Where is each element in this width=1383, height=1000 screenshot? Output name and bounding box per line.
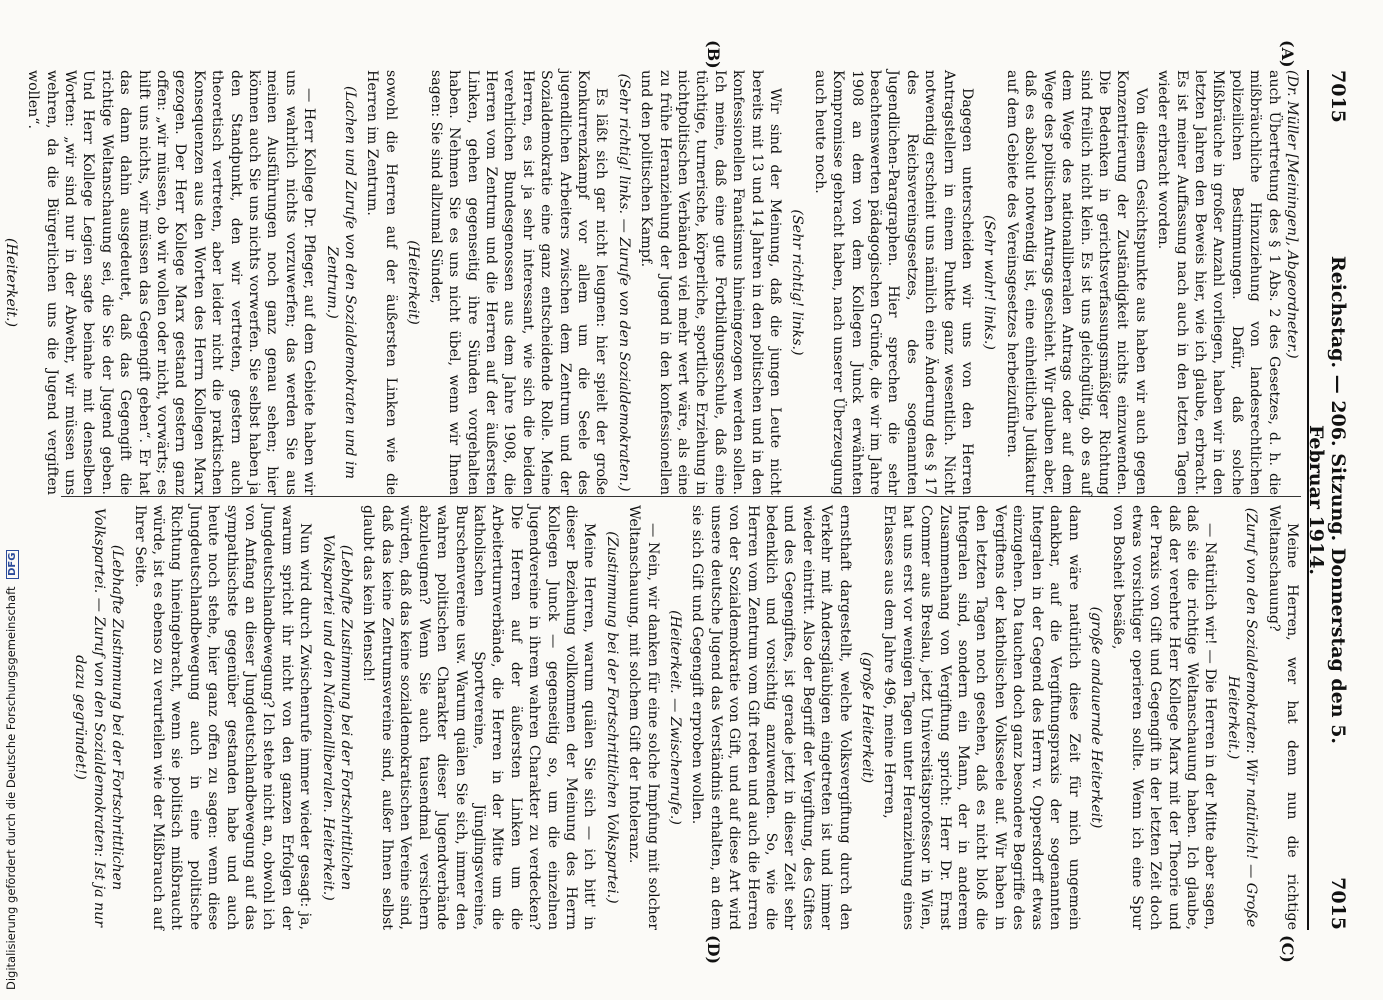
paragraph: ernsthaft dargestellt, welche Volksvergiftung durch den Verkehr mit Andersgläubigen eingetreten ist und immer wieder eintritt. Also der Begriff der Vergiftung, des Giftes und des Gegengiftes, ist gerade jetzt in dieser Zeit sehr bedenklich und vorsichtig anzuwenden. So, wie die Herren vom Zentrum vom Gift reden und auch die Herren von der Sozialdemokratie von Gift, und auf diese Art wird unsere deutsche Jugend das Verständnis erhalten, an dem sie sich Gift und Gegengift erproben wollen. (689, 505, 853, 930)
paragraph: Es läßt sich gar nicht leugnen: hier spielt der große Konkurrenzkampf vor allem um die Seele des jugendlichen Arbeiters zwischen dem Zentrum und der Sozialdemokratie eine ganz entscheidende Rolle. Meine Herren, es ist ja sehr interessant, wie sich die beiden verehrlichen Bundesgenossen aus dem Jahre 1908, die Herren vom Zentrum und die Herren auf der äußersten Linken, gehen gegenseitig ihre Sünden vorgehalten haben. Nehmen Sie es uns nicht übel, wenn wir Ihnen sagen: Sie sind allzumal Sünder, (427, 70, 610, 495)
interjection: (Lebhafte Zustimmung bei der Fortschrittlichen Volkspartei. — Zuruf von den Sozialdemokraten: Ist ja nur dazu gegründet!) (72, 507, 126, 928)
running-title: Reichstag. — 206. Sitzung. Donnerstag den 5. Februar 1914. (1305, 255, 1349, 745)
interjection: (Zustimmung bei der Fortschrittlichen Volkspartei.) (603, 531, 620, 904)
interjection: (Sehr richtig! links. — Zurufe von den Sozialdemokraten.) (615, 73, 632, 492)
interjection: (Heiterkeit.) (2, 238, 19, 327)
margin-mark-d: (D) (704, 935, 723, 965)
paragraph: — Natürlich wir! — Die Herren in der Mitte aber sagen, daß sie die richtige Weltanschauung haben. Ich glaube, daß der verehrte Herr Kollege Marx mit der Theorie und der Praxis von Gift und Gegengift in der letzten Zeit doch etwas vorsichtiger operieren sollte. Wenn ich eine Spur von Bosheit besäße, (1110, 505, 1219, 930)
right-column (61, 505, 1301, 930)
interjection: (große andauernde Heiterkeit) (1087, 606, 1104, 829)
interjection: (große Heiterkeit) (859, 651, 876, 784)
left-column (2, 70, 1301, 495)
digitization-credit (4, 300, 22, 990)
margin-mark-a: (A) (1278, 40, 1297, 68)
paragraph: Dagegen unterscheiden wir uns von den Herren Antragstellern in einem Punkte ganz wesentlich. Nicht notwendig erscheint uns nämlich eine Änderung des § 17 des Reichsvereinsgesetzes, des sogenannten Jugendlichen-Paragraphen. Hier sprechen die sehr beachtenswerten pädagogischen Gründe, die wir im Jahre 1908 an dem von dem Kollegen Junck erwähnten Kompromisse gebracht haben, nach unserer Überzeugung auch heute noch. (811, 70, 976, 495)
interjection: (Zuruf von den Sozialdemokraten: Wir natürlich! — Große Heiterkeit.) (1224, 507, 1260, 928)
paragraph: Wir sind der Meinung, daß die jungen Leute nicht bereits mit 13 und 14 Jahren in den politischen und in den konfessionellen Fanatismus hineingezogen werden sollen. Ich meine, daß eine gute Fortbildungsschule, daß eine tüchtige, turnerische, körperliche, sportliche Erziehung in nichtpolitischen Verbänden viel mehr wert wäre, als eine zu frühe Heranziehung der Jugend in den konfessionellen und den politischen Kampf. (638, 70, 784, 495)
page-number-right: 7015 (1327, 877, 1349, 930)
header-rule (1307, 70, 1309, 930)
interjection: (Lachen und Zurufe von den Sozialdemokraten und im Zentrum.) (323, 86, 359, 479)
interjection: (Sehr richtig! links.) (789, 209, 806, 356)
interjection: (Heiterkeit) (405, 240, 422, 325)
paragraph: Meine Herren, wer hat denn nun die richtige Weltanschauung? (1265, 505, 1300, 930)
margin-mark-c: (C) (1278, 935, 1297, 963)
credit-text: Digitalisierung gefördert durch die Deutsche Forschungsgemeinschaft (4, 586, 18, 990)
paragraph: Von diesem Gesichtspunkte aus haben wir auch gegen Konzentrierung der Zuständigkeit nichts einzuwenden. Die Bedenken in gerichtsverfassungsmäßiger Richtung sind freilich nicht klein. Es ist uns gleichgültig, ob es auf dem Wege des nationalliberalen Antrags oder auf dem Wege des politischen Antrags geschieht. Wir glauben aber, daß es absolut notwendig ist, eine einheitliche Judikatur auf dem Gebiete des Vereinsgesetzes herbeizuführen. (1003, 70, 1149, 495)
interjection: (Heiterkeit. — Zwischenrufe.) (667, 610, 683, 825)
speaker-line: (Dr. Müller [Meiningen], Abgeordneter.) (1284, 70, 1300, 359)
paragraph: sowohl die Herren auf der äußersten Linken wie die Herren im Zentrum. (364, 70, 399, 495)
page-header (1305, 70, 1359, 930)
margin-mark-b: (B) (704, 40, 723, 69)
column-divider (61, 496, 1301, 497)
paragraph: Meine Herren, warum quälen Sie sich — ich bitt' in dieser Beziehung vollkommen der Meinung des Herrn Kollegen Junck — gegenseitig so, um die einzelnen Jugendvereine in ihrem wahren Charakter zu verdecken? Die Herren auf der äußersten Linken um die Arbeiterturnverbände, die Herren in der Mitte um die katholischen Sportvereine, Jünglingsvereine, Burschenvereine usw. Warum quälen Sie sich, immer den wahren politischen Charakter dieser Jugendverbände abzuleugnen? Wenn Sie auch tausendmal versichern würden, daß das keine sozialdemokratischen Vereine sind, daß das keine Zentrumsvereine sind, außer Ihnen selbst glaubt das kein Mensch! (360, 505, 598, 930)
paragraph: — Nein, wir danken für eine solche Impfung mit solcher Weltanschauung, mit solchem Gift der Intoleranz. (626, 505, 661, 930)
interjection: (Sehr wahr! links.) (981, 215, 998, 350)
dfg-logo: DFG (6, 550, 19, 579)
paragraph: auch Übertretung des § 1 Abs. 2 des Gesetzes, d. h. die mißbräuchliche Hinzuziehung von landesrechtlichen polizeilichen Bestimmungen. Dafür, daß solche Mißbräuche in großer Anzahl vorliegen, haben wir in den letzten Jahren den Beweis hier, wie ich glaube, erbracht. Es ist meiner Auffassung nach auch in den letzten Tagen wieder erbracht worden. (1155, 70, 1282, 495)
paragraph: Nun wird durch Zwischenrufe immer wieder gesagt: ja, warum spricht ihr nicht von den ganzen Erfolgen der Jungdeutschlandbewegung? Ich stehe nicht an, obwohl ich von Anfang an dieser Jungdeutschlandbewegung auf das sympathischste gegenüber gestanden habe und auch heute noch stehe, hier ganz offen zu sagen: wenn diese Jungdeutschlandbewegung auch in eine politische Richtung hineingebracht, wenn sie politisch mißbraucht würde, ist es ebenso zu verurteilen wie der Mißbrauch auf Ihrer Seite. (131, 505, 314, 930)
paragraph: dann wäre natürlich diese Zeit für mich ungemein dankbar, auf die Vergiftungspraxis der sogenannten Integralen in der Gegend des Herrn v. Oppersdorff etwas einzugehen. Da tauchen doch ganz besondere Begriffe des Vergiftens der katholischen Volksseele auf. Wir haben in den letzten Tagen noch gesehen, daß es nicht bloß die Integralen sind, sondern ein Mann, der in anderem Zusammenhang von Vergiftung spricht: Herr Dr. Ernst Commer aus Breslau, jetzt Universitätsprofessor in Wien, hat uns erst vor wenigen Tagen unter Heranziehung eines Erlasses aus dem Jahre 496, meine Herren, (881, 505, 1082, 930)
interjection: (Lebhafte Zustimmung bei der Fortschrittlichen Volkspartei und den Nationalliberalen. Heiterkeit.) (319, 534, 355, 901)
paragraph: — Herr Kollege Dr. Pfleger, auf dem Gebiete haben wir uns wahrlich nichts vorzuwerfen; das werden Sie aus meinen Ausführungen noch ganz genau sehen; hier können auch Sie uns nichts vorwerfen. Sie selbst haben ja den Standpunkt, den wir vertreten, gestern auch theoretisch vertreten, aber leider nicht die praktischen Konsequenzen aus den Worten des Herrn Kollegen Marx gezogen. Der Herr Kollege Marx gestand gestern ganz offen: „wir müssen, ob wir wollen oder nicht, vorwärts; es hilft uns nichts, wir müssen das Gegengift geben“. Er hat das dann dahin ausgedeutet, daß das Gegengift die richtige Weltanschauung sei, die Sie der Jugend geben. Und Herr Kollege Legien sagte beinahe mit denselben Worten: „wir sind nur in der Abwehr, wir müssen uns wehren, da die Bürgerlichen uns die Jugend vergiften wollen“. (25, 70, 318, 495)
page-number-left: 7015 (1327, 70, 1349, 123)
